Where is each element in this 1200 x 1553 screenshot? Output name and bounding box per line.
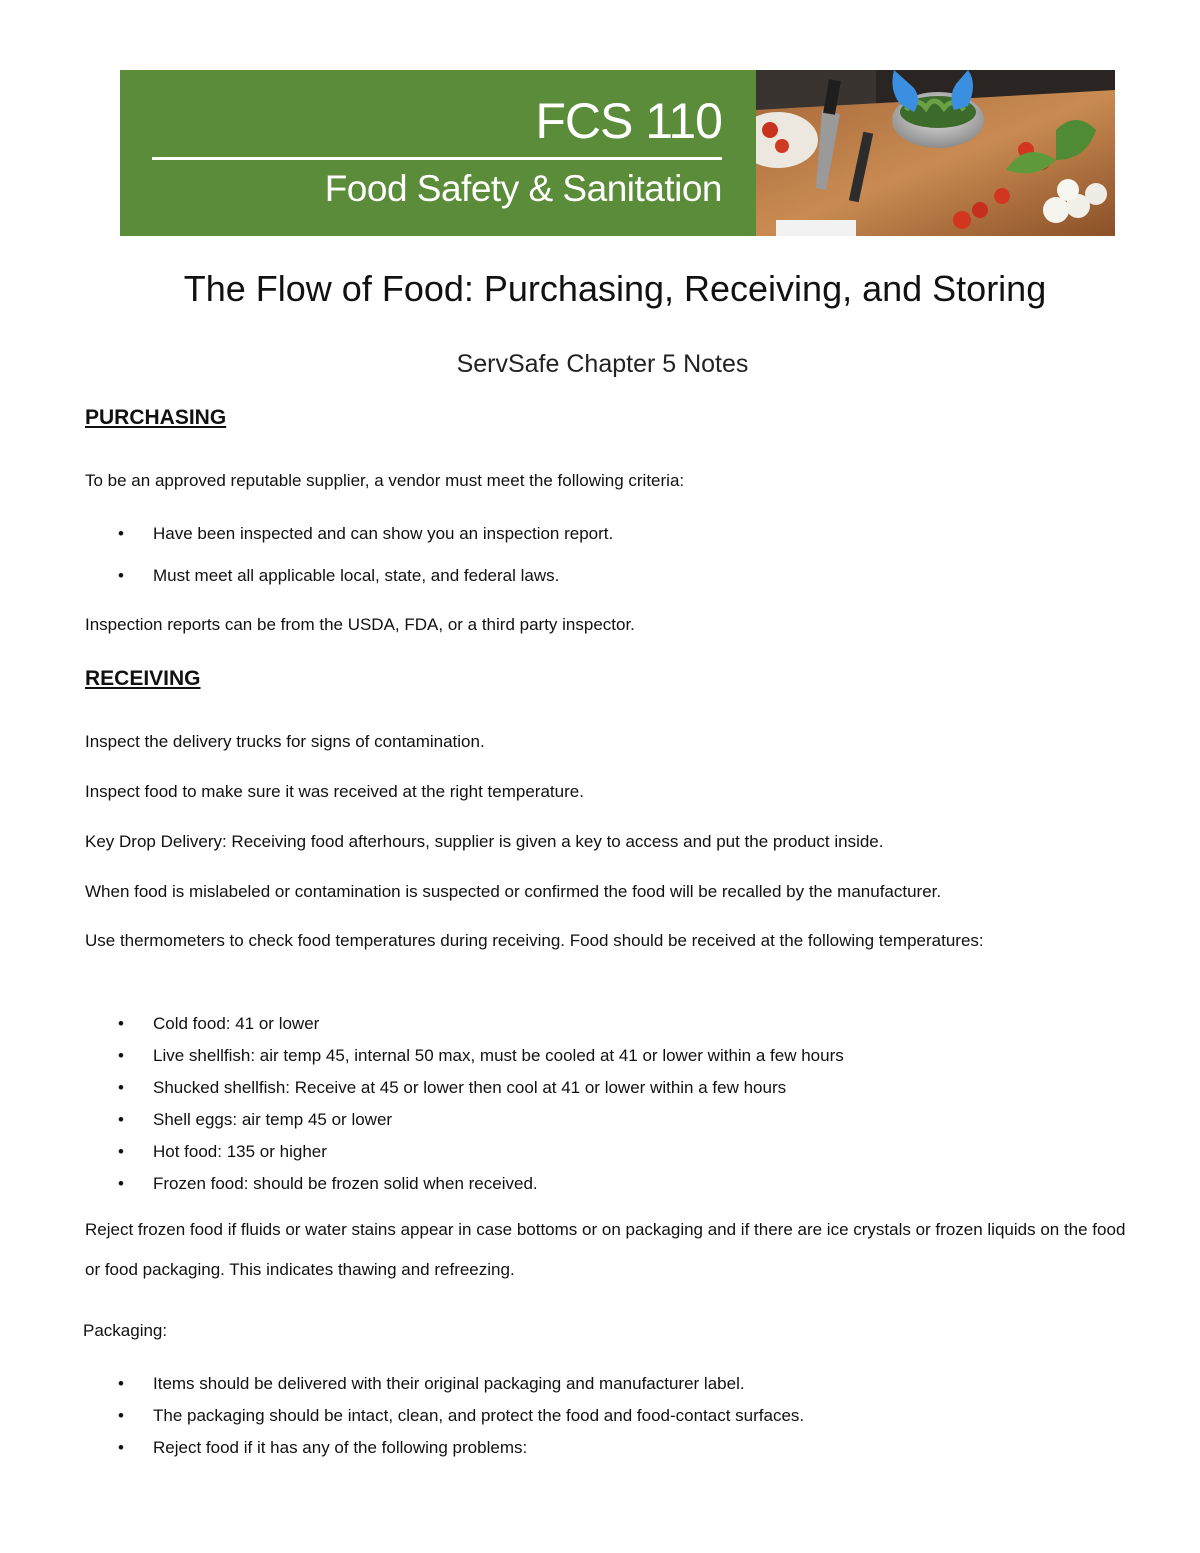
list-item: • Must meet all applicable local, state, and federal laws. xyxy=(85,555,613,597)
document-title: The Flow of Food: Purchasing, Receiving, and Storing xyxy=(183,268,1047,309)
banner-divider xyxy=(152,157,722,160)
receiving-heading: RECEIVING xyxy=(85,667,201,690)
packaging-label: Packaging: xyxy=(83,1321,168,1340)
recall-paragraph: When food is mislabeled or contamination is suspected or confirmed the food will be recalled by the manufacturer. xyxy=(85,882,942,901)
thermometer-paragraph: Use thermometers to check food temperatures during receiving. Food should be received at the following temperatures: xyxy=(85,931,984,950)
reject-frozen-food-paragraph: Reject frozen food if fluids or water stains appear in case bottoms or on packaging and if there are ice crystals or frozen liquids on the food or food packaging. This indicates thawing and refreezing. xyxy=(85,1220,1126,1279)
receiving-paragraph: Inspect food to make sure it was received at the right temperature. xyxy=(85,782,584,801)
course-code: FCS 110 xyxy=(535,93,722,149)
list-item: • Hot food: 135 or higher xyxy=(85,1136,844,1168)
list-item: • Reject food if it has any of the following problems: xyxy=(85,1432,804,1464)
list-item: • Items should be delivered with their original packaging and manufacturer label. xyxy=(85,1368,804,1400)
supplier-criteria-list xyxy=(85,513,613,597)
list-item: • Cold food: 41 or lower xyxy=(85,1008,844,1040)
salad-preparation-image xyxy=(756,70,1115,236)
document-subtitle: ServSafe Chapter 5 Notes xyxy=(456,350,749,378)
banner-title-panel xyxy=(120,70,756,236)
key-drop-delivery-paragraph: Key Drop Delivery: Receiving food afterhours, supplier is given a key to access and put the product inside. xyxy=(85,832,884,851)
receiving-temperatures-list xyxy=(85,1008,844,1200)
list-item: • The packaging should be intact, clean, and protect the food and food-contact surfaces. xyxy=(85,1400,804,1432)
course-name: Food Safety & Sanitation xyxy=(324,168,722,209)
course-banner xyxy=(120,70,1115,236)
purchasing-heading: PURCHASING xyxy=(85,406,227,429)
purchasing-intro: To be an approved reputable supplier, a vendor must meet the following criteria: xyxy=(85,471,685,490)
list-item: • Shell eggs: air temp 45 or lower xyxy=(85,1104,844,1136)
inspection-note: Inspection reports can be from the USDA, FDA, or a third party inspector. xyxy=(85,615,635,634)
receiving-paragraph: Inspect the delivery trucks for signs of contamination. xyxy=(85,732,485,751)
list-item: • Have been inspected and can show you an inspection report. xyxy=(85,513,613,555)
list-item: • Live shellfish: air temp 45, internal 50 max, must be cooled at 41 or lower within a few hours xyxy=(85,1040,844,1072)
packaging-list xyxy=(85,1368,804,1464)
list-item: • Frozen food: should be frozen solid when received. xyxy=(85,1168,844,1200)
list-item: • Shucked shellfish: Receive at 45 or lower then cool at 41 or lower within a few hours xyxy=(85,1072,844,1104)
